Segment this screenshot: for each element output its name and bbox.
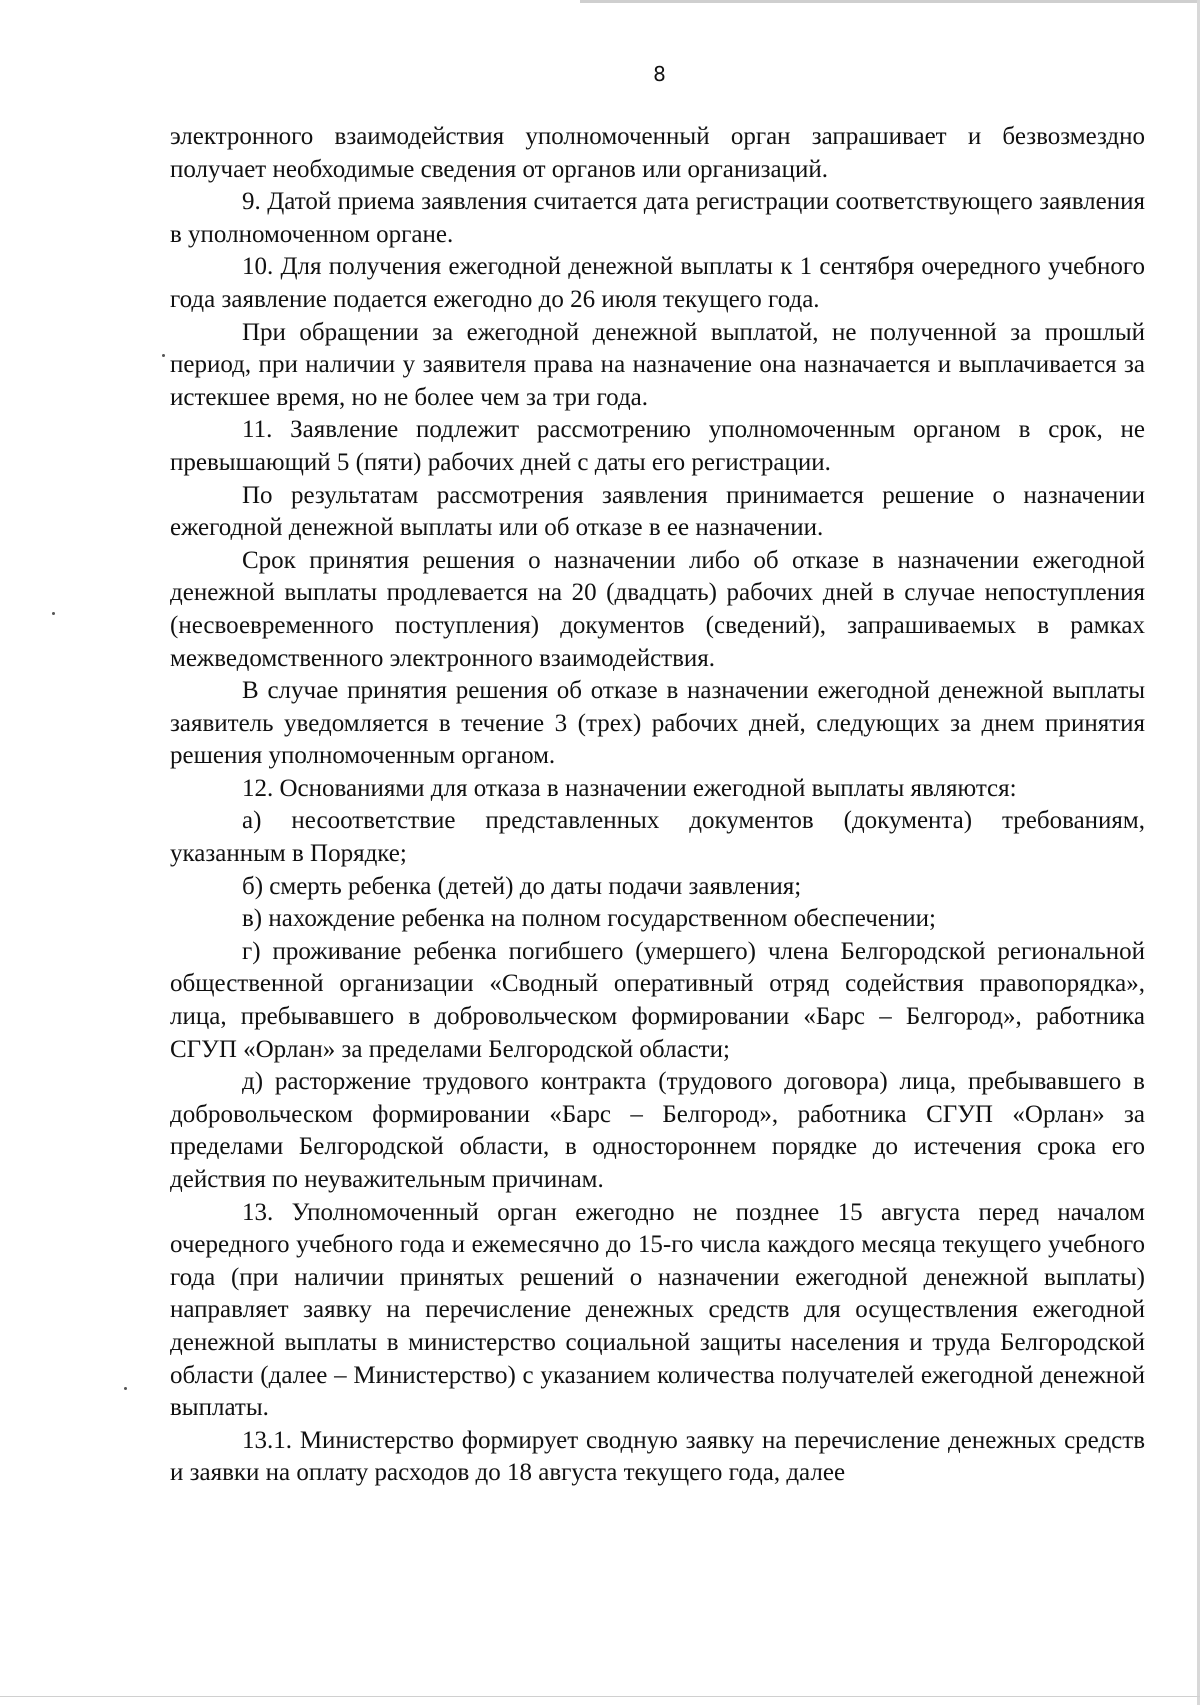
paragraph-continuation: электронного взаимодействия уполномоченный орган запрашивает и безвозмездно получает необходимые сведения от органов или организаций. [170,123,1145,183]
paragraph-item-13-1: 13.1. Министерство формирует сводную заявку на перечисление денежных средств и заявки на оплату расходов до 18 августа текущего года, далее [170,1426,1145,1487]
list-item-v: в) нахождение ребенка на полном государственном обеспечении; [242,905,936,933]
paragraph-item-9: 9. Датой приема заявления считается дата регистрации соответствующего заявления в уполномоченном органе. [170,188,1145,248]
scan-speck [162,354,165,357]
scan-speck [124,1387,127,1390]
paragraph-item-12: 12. Основаниями для отказа в назначении ежегодной выплаты являются: [242,774,1017,802]
paragraph-item-10: 10. Для получения ежегодной денежной выплаты к 1 сентября очередного учебного года заявление подается ежегодно до 26 июля текущего года. [170,253,1145,313]
paragraph: Срок принятия решения о назначении либо об отказе в назначении ежегодной денежной выплаты продлевается на 20 (двадцать) рабочих дней в случае непоступления (несвоевременного поступления) документов (сведений), запрашиваемых в рамках межведомственного электронного взаимодействия. [170,546,1145,672]
scan-edge-top [580,0,1200,3]
paragraph: При обращении за ежегодной денежной выплатой, не полученной за прошлый период, при наличии у заявителя права на назначение она назначается и выплачивается за истекшее время, но не более чем за три года. [170,318,1145,411]
scan-edge-bottom [0,1696,1200,1697]
page-number: 8 [653,62,666,86]
paragraph: В случае принятия решения об отказе в назначении ежегодной денежной выплаты заявитель уведомляется в течение 3 (трех) рабочих дней, следующих за днем принятия решения уполномоченным органом. [170,677,1145,770]
list-item-a: а) несоответствие представленных документов (документа) требованиям, указанным в Порядке; [170,807,1145,868]
list-item-b: б) смерть ребенка (детей) до даты подачи заявления; [242,872,802,900]
list-item-g: г) проживание ребенка погибшего (умершего) члена Белгородской региональной общественной организации «Сводный оперативный отряд содействия правопорядка», лица, пребывавшего в добровольческом формировании «Барс – Белгород», работника СГУП «Орлан» за пределами Белгородской области; [170,937,1145,1063]
list-item-d: д) расторжение трудового контракта (трудового договора) лица, пребывавшего в добровольческом формировании «Барс – Белгород», работника СГУП «Орлан» за пределами Белгородской области, в одностороннем порядке до истечения срока его действия по неуважительным причинам. [170,1068,1145,1193]
document-body [170,121,1145,1490]
paragraph: По результатам рассмотрения заявления принимается решение о назначении ежегодной денежной выплаты или об отказе в ее назначении. [170,481,1145,542]
scan-speck [52,612,55,615]
paragraph-item-13: 13. Уполномоченный орган ежегодно не позднее 15 августа перед началом очередного учебного года и ежемесячно до 15-го числа каждого месяца текущего учебного года (при наличии принятых решений о назначении ежегодной денежной выплаты) направляет заявку на перечисление денежных средств для осуществления ежегодной денежной выплаты в министерство социальной защиты населения и труда Белгородской области (далее – Министерство) с указанием количества получателей ежегодной денежной выплаты. [170,1198,1145,1422]
paragraph-item-11: 11. Заявление подлежит рассмотрению уполномоченным органом в срок, не превышающий 5 (пяти) рабочих дней с даты его регистрации. [170,416,1145,476]
